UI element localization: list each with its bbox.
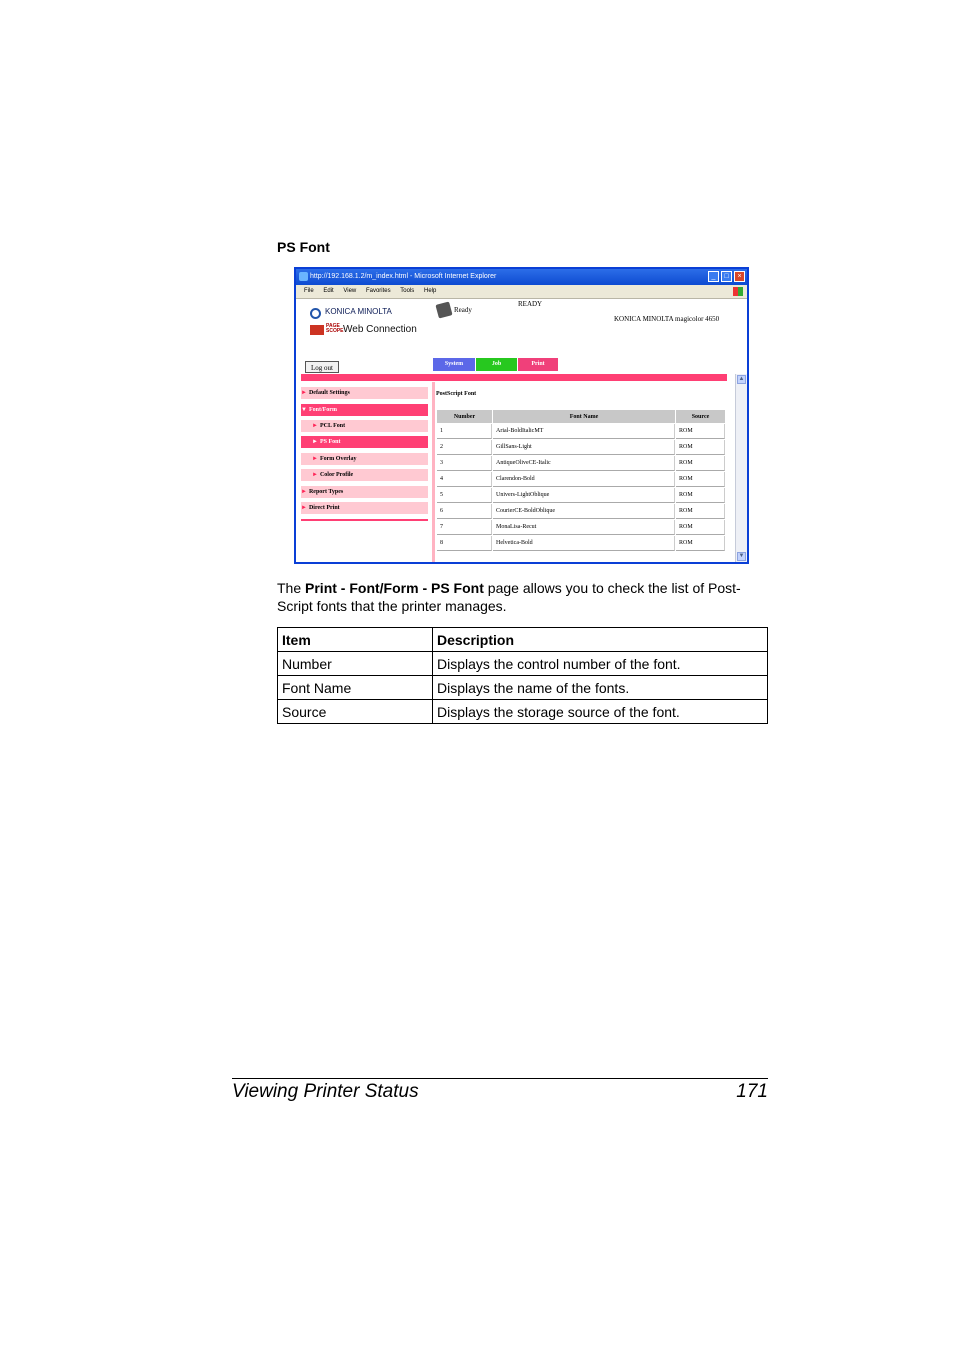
item-description-table — [277, 627, 768, 724]
font-source-cell: ROM — [676, 488, 725, 503]
browser-screenshot — [294, 267, 749, 564]
maximize-icon[interactable]: □ — [721, 271, 732, 282]
nav-report-types[interactable] — [301, 486, 428, 498]
nav-label: Color Profile — [319, 472, 354, 478]
nav-label: Form Overlay — [319, 456, 357, 462]
nav-form-overlay[interactable] — [301, 453, 428, 465]
side-navigation — [301, 387, 429, 527]
table-row — [437, 440, 725, 455]
table-row — [437, 504, 725, 519]
header-divider — [301, 374, 727, 381]
table-cell-item: Source — [278, 700, 433, 724]
font-number-cell: 2 — [437, 440, 492, 455]
font-name-cell: Arial-BoldItalicMT — [493, 424, 675, 439]
font-number-cell: 8 — [437, 536, 492, 551]
table-cell-description: Displays the control number of the font. — [433, 652, 768, 676]
nav-pcl-font[interactable] — [301, 420, 428, 432]
font-source-cell: ROM — [676, 536, 725, 551]
konica-minolta-logo-icon — [310, 308, 321, 319]
nav-label: PS Font — [319, 439, 341, 445]
nav-color-profile[interactable] — [301, 469, 428, 481]
table-header-description: Description — [433, 628, 768, 652]
table-row — [437, 488, 725, 503]
content-divider — [432, 382, 435, 562]
nav-font-form[interactable] — [301, 404, 428, 416]
menu-file[interactable]: File — [304, 288, 314, 294]
nav-arrow-icon: ► — [312, 423, 318, 429]
paragraph-text-start: The — [277, 580, 306, 596]
table-header-item: Item — [278, 628, 433, 652]
section-heading: PS Font — [277, 239, 330, 255]
tab-job[interactable]: Job — [476, 358, 517, 371]
font-number-cell: 4 — [437, 472, 492, 487]
windows-flag-icon — [733, 287, 743, 296]
font-number-cell: 3 — [437, 456, 492, 471]
table-row — [437, 456, 725, 471]
nav-arrow-icon: ► — [301, 505, 307, 511]
nav-label: Default Settings — [308, 390, 350, 396]
nav-arrow-icon: ► — [301, 390, 307, 396]
browser-title: http://192.168.1.2/m_index.html - Microsoft Internet Explorer — [310, 273, 497, 280]
table-row — [437, 536, 725, 551]
footer-chapter-title: Viewing Printer Status — [232, 1081, 419, 1102]
nav-arrow-icon: ► — [301, 489, 307, 495]
vertical-scrollbar[interactable] — [735, 374, 747, 562]
table-row — [437, 472, 725, 487]
page-number: 171 — [736, 1081, 768, 1102]
font-source-cell: ROM — [676, 456, 725, 471]
nav-label: Font/Form — [308, 407, 337, 413]
font-name-cell: MonaLisa-Recut — [493, 520, 675, 535]
description-paragraph — [277, 579, 767, 615]
menu-edit[interactable]: Edit — [323, 288, 334, 294]
font-source-cell: ROM — [676, 520, 725, 535]
nav-arrow-icon: ► — [312, 456, 318, 462]
menu-tools[interactable]: Tools — [400, 288, 415, 294]
web-connection-label: Web Connection — [343, 324, 417, 335]
font-number-cell: 1 — [437, 424, 492, 439]
column-header-font-name: Font Name — [493, 410, 675, 423]
nav-label: Direct Print — [308, 505, 340, 511]
nav-label: Report Types — [308, 489, 344, 495]
nav-default-settings[interactable] — [301, 387, 428, 399]
font-source-cell: ROM — [676, 424, 725, 439]
font-name-cell: Univers-LightOblique — [493, 488, 675, 503]
font-name-cell: GillSans-Light — [493, 440, 675, 455]
font-name-cell: Clarendon-Bold — [493, 472, 675, 487]
nav-direct-print[interactable] — [301, 502, 428, 514]
table-row — [437, 520, 725, 535]
font-number-cell: 7 — [437, 520, 492, 535]
browser-menu-bar — [296, 285, 747, 299]
scroll-up-icon[interactable]: ▲ — [738, 376, 745, 382]
nav-arrow-icon: ► — [312, 472, 318, 478]
footer-rule — [232, 1078, 768, 1079]
web-header — [296, 299, 747, 374]
table-row — [278, 676, 768, 700]
tab-system[interactable]: System — [433, 358, 475, 371]
printer-icon — [435, 301, 452, 318]
browser-title-bar — [296, 269, 747, 285]
minimize-icon[interactable]: _ — [708, 271, 719, 282]
status-ready: Ready — [454, 306, 472, 314]
pagescope-logo-icon — [310, 325, 324, 335]
font-source-cell: ROM — [676, 472, 725, 487]
content-title: PostScript Font — [436, 391, 477, 397]
logout-button[interactable]: Log out — [305, 361, 339, 373]
column-header-number: Number — [437, 410, 492, 423]
status-ready-display: READY — [518, 300, 543, 308]
close-icon[interactable]: × — [734, 271, 745, 282]
tab-print[interactable]: Print — [518, 358, 558, 371]
nav-arrow-icon: ▼ — [301, 407, 307, 413]
font-number-cell: 5 — [437, 488, 492, 503]
table-row — [278, 700, 768, 724]
column-header-source: Source — [676, 410, 725, 423]
table-cell-item: Font Name — [278, 676, 433, 700]
table-row — [278, 652, 768, 676]
paragraph-page-path: Print - Font/Form - PS Font — [305, 580, 484, 596]
paragraph-text-end: page allows you to check the list of Post-Script fonts that the printer manages. — [277, 580, 741, 614]
font-source-cell: ROM — [676, 504, 725, 519]
scroll-down-icon[interactable]: ▼ — [738, 553, 745, 559]
font-name-cell: AntiqueOliveCE-Italic — [493, 456, 675, 471]
nav-ps-font[interactable] — [301, 436, 428, 448]
table-cell-description: Displays the storage source of the font. — [433, 700, 768, 724]
postscript-font-table — [436, 409, 726, 552]
printer-model: KONICA MINOLTA magicolor 4650 — [614, 315, 720, 323]
menu-help[interactable]: Help — [423, 288, 437, 294]
table-row — [437, 424, 725, 439]
nav-bottom-divider — [301, 519, 428, 521]
font-name-cell: CourierCE-BoldOblique — [493, 504, 675, 519]
font-name-cell: Helvetica-Bold — [493, 536, 675, 551]
pagescope-mark: PAGE SCOPE — [326, 323, 344, 334]
ie-icon — [299, 272, 308, 281]
menu-view[interactable]: View — [343, 288, 357, 294]
table-cell-item: Number — [278, 652, 433, 676]
table-cell-description: Displays the name of the fonts. — [433, 676, 768, 700]
brand-name: KONICA MINOLTA — [325, 307, 392, 316]
menu-favorites[interactable]: Favorites — [365, 288, 391, 294]
font-source-cell: ROM — [676, 440, 725, 455]
nav-arrow-icon: ► — [312, 439, 318, 445]
nav-label: PCL Font — [319, 423, 346, 429]
font-number-cell: 6 — [437, 504, 492, 519]
